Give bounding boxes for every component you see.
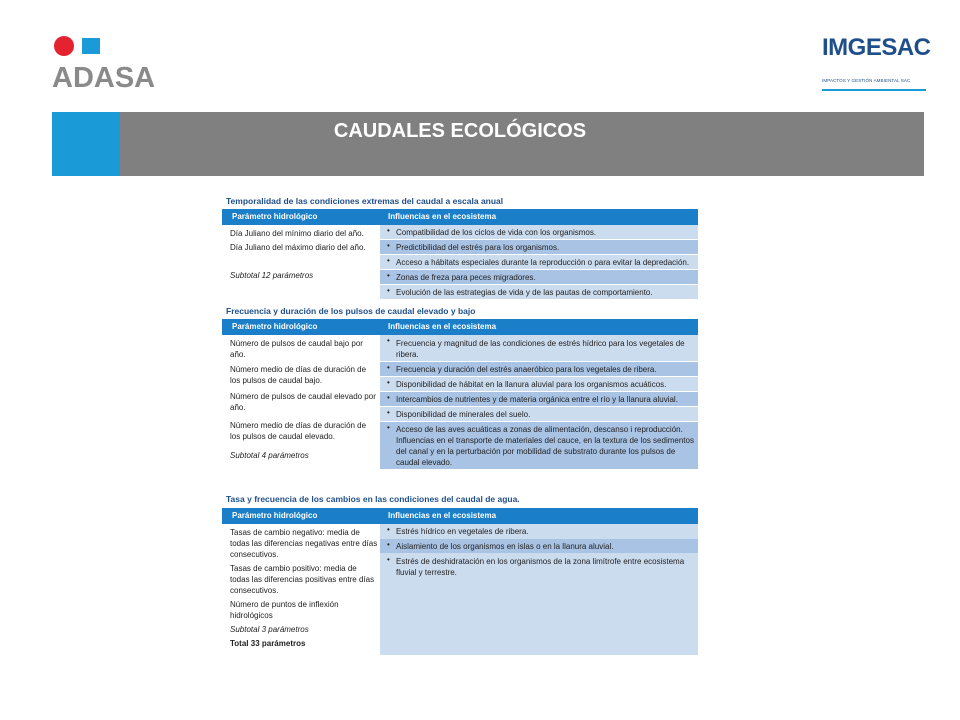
section-3-header-influence: Influencias en el ecosistema [388, 511, 497, 520]
section-2-table [222, 319, 698, 469]
section-1-header-influence: Influencias en el ecosistema [388, 212, 497, 221]
section-2-influence-column [380, 335, 698, 469]
title-banner [52, 112, 924, 176]
section-1-influence-column [380, 225, 698, 299]
list-item: • Predictibilidad del estrés para los organismos. [380, 240, 698, 254]
section-1-table [222, 209, 698, 299]
section-1-header [222, 209, 698, 225]
list-item: • Estrés hídrico en vegetales de ribera. [380, 524, 698, 538]
table-row-subtotal: Subtotal 4 parámetros [230, 451, 309, 460]
section-3-table [222, 508, 698, 655]
section-1-header-param: Parámetro hidrológico [232, 212, 318, 221]
section-2-header [222, 319, 698, 335]
table-row-param: Número de puntos de inflexión hidrológicos [230, 600, 339, 620]
table-row-subtotal: Subtotal 12 parámetros [230, 271, 314, 280]
list-item: • Evolución de las estrategias de vida y de las pautas de comportamiento. [380, 285, 698, 299]
table-row-param: Día Juliano del mínimo diario del año. [230, 229, 364, 238]
section-3-title: Tasa y frecuencia de los cambios en las condiciones del caudal de agua. [226, 494, 520, 504]
table-row-total: Total 33 parámetros [230, 639, 306, 648]
list-item: • Estrés de deshidratación en los organismos de la zona limítrofe entre ecosistema fluvial y terrestre. [380, 554, 698, 580]
table-row-param: Número de pulsos de caudal bajo por año. [230, 339, 363, 359]
list-item: • Compatibilidad de los ciclos de vida con los organismos. [380, 225, 698, 239]
adasa-logo-blue-square-icon [82, 38, 100, 54]
list-item: • Disponibilidad de minerales del suelo. [380, 407, 698, 421]
section-2-header-param: Parámetro hidrológico [232, 322, 318, 331]
table-row-param: Número medio de días de duración de los pulsos de caudal bajo. [230, 365, 367, 385]
table-row-param: Número de pulsos de caudal elevado por año. [230, 392, 376, 412]
table-row-param: Número medio de días de duración de los pulsos de caudal elevado. [230, 421, 367, 441]
list-item: • Acceso de las aves acuáticas a zonas de alimentación, descanso i reproducción. Influencias en el transporte de materiales del cauce, en la textura de los sedimentos del canal y en la perturbación por mobilidad de substrato durante los pulsos de caudal elevado. [380, 422, 698, 469]
adasa-logo [52, 34, 182, 94]
list-item: • Aislamiento de los organismos en islas o en la llanura aluvial. [380, 539, 698, 553]
section-1-title: Temporalidad de las condiciones extremas del caudal a escala anual [226, 196, 504, 206]
table-row-subtotal: Subtotal 3 parámetros [230, 625, 309, 634]
list-item: • Zonas de freza para peces migradores. [380, 270, 698, 284]
section-3-header-param: Parámetro hidrológico [232, 511, 318, 520]
imgesac-logo [820, 34, 930, 94]
section-2-title: Frecuencia y duración de los pulsos de caudal elevado y bajo [226, 306, 476, 316]
section-3-influence-column [380, 524, 698, 655]
section-3-header [222, 508, 698, 524]
table-row-param: Día Juliano del máximo diario del año. [230, 243, 366, 252]
adasa-logo-red-dot-icon [54, 36, 74, 56]
list-item: • Acceso a hábitats especiales durante la reproducción o para evitar la depredación. [380, 255, 698, 269]
banner-accent-block [52, 112, 120, 176]
list-item: • Frecuencia y duración del estrés anaeróbico para los vegetales de ribera. [380, 362, 698, 376]
table-row-param: Tasas de cambio positivo: media de todas las diferencias positivas entre días consecutivos. [230, 564, 375, 595]
adasa-logo-text: ADASA [52, 62, 156, 94]
imgesac-logo-tagline: IMPACTOS Y GESTIÓN AMBIENTAL SAC [822, 78, 911, 83]
imgesac-logo-underline [822, 89, 926, 91]
page-title: CAUDALES ECOLÓGICOS [333, 120, 587, 142]
imgesac-logo-text: IMGESAC [822, 34, 931, 61]
section-1-param-column [222, 225, 378, 299]
table-row-param: Tasas de cambio negativo: media de todas las diferencias negativas entre días consecutivos. [230, 528, 378, 559]
section-3-param-column [222, 524, 378, 655]
list-item: • Disponibilidad de hábitat en la llanura aluvial para los organismos acuáticos. [380, 377, 698, 391]
list-item: • Intercambios de nutrientes y de materia orgánica entre el río y la llanura aluvial. [380, 392, 698, 406]
section-2-header-influence: Influencias en el ecosistema [388, 322, 497, 331]
section-2-param-column [222, 335, 378, 469]
list-item: • Frecuencia y magnitud de las condiciones de estrés hídrico para los vegetales de ribera. [380, 335, 698, 361]
